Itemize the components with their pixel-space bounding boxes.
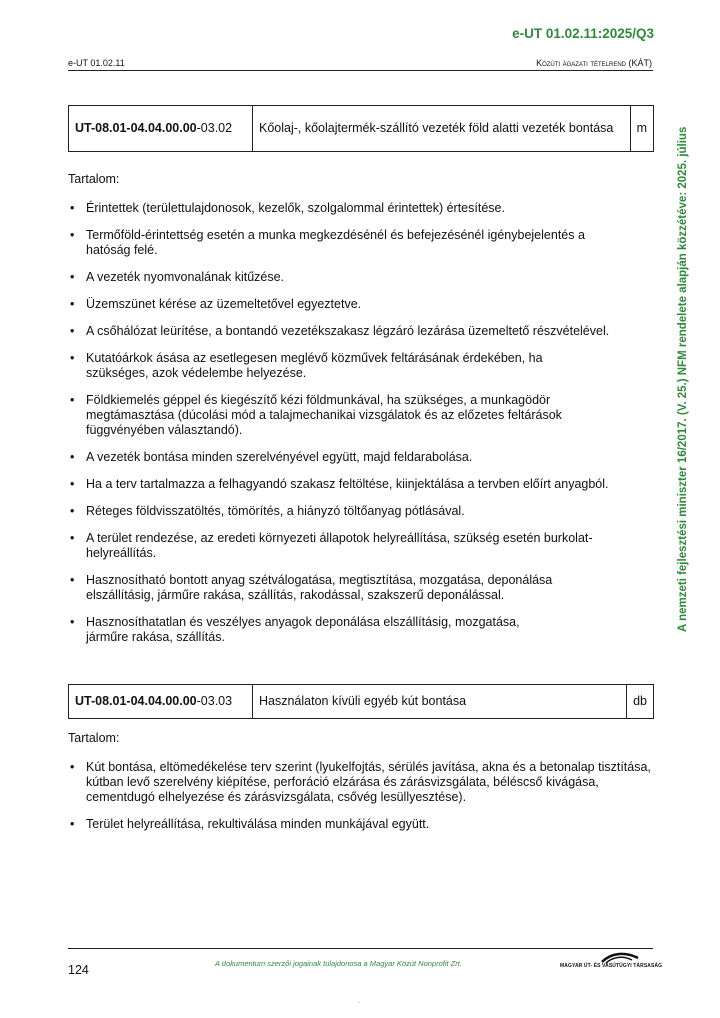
item-description: Használaton kívüli egyéb kút bontása [253,685,627,719]
footer-divider [68,948,653,949]
content-label: Tartalom: [68,731,120,745]
list-item: • A vezeték nyomvonalának kitűzése. [68,270,658,285]
item-unit: m [630,106,653,152]
list-item: • Ha a terv tartalmazza a felhagyandó szakasz feltöltése, kiinjektálása a tervben előírt anyagból. [68,477,658,492]
page-number: 124 [68,963,89,977]
list-item: • Réteges földvisszatöltés, tömörítés, a hiányzó töltőanyag pótlásával. [68,504,658,519]
side-publication-note: A nemzeti fejlesztési miniszter 16/2017. (V. 25.) NFM rendelete alapján közzétéve: 2025. július [677,126,689,632]
list-item: • Hasznosítható bontott anyag szétválogatása, megtisztítása, mozgatása, deponálása elszállításig, járműre rakása, szállítás, rakodással, szakszerű deponálással. [68,573,658,603]
list-item: • Terület helyreállítása, rekultiválása minden munkájával együtt. [68,817,658,832]
item-code-suffix: -03.03 [196,694,233,708]
content-label: Tartalom: [68,172,120,186]
header-left-label: e-UT 01.02.11 [68,58,125,68]
item-code [69,685,253,719]
item-content-2 [68,731,658,844]
item-content-1 [68,172,658,657]
content-list [68,760,658,832]
item-code-main: UT-08.01-04.04.00.00 [75,121,197,135]
list-item: • Kutatóárkok ásása az esetlegesen meglévő közművek feltárásának érdekében, ha szükséges, azok védelembe helyezése. [68,351,658,381]
list-item: • Földkiemelés géppel és kiegészítő kézi földmunkával, ha szükséges, a munkagödör megtámasztása (dúcolási mód a talajmechanikai vizsgálatok és az előzetes feltárások függvényében választandó). [68,393,658,438]
document-id: e-UT 01.02.11:2025/Q3 [512,26,654,41]
item-code [69,106,253,152]
list-item: • A csőhálózat leürítése, a bontandó vezetékszakasz légzáró lezárása üzemeltető részvételével. [68,324,658,339]
list-item: • Termőföld-érintettség esetén a munka megkezdésénél és befejezésénél igénybejelentés a hatóság felé. [68,228,658,258]
header-divider [68,70,653,71]
list-item: • Üzemszünet kérése az üzemeltetővel egyeztetve. [68,297,658,312]
item-unit: db [627,685,654,719]
header-right-label: Közúti ágazati tételrend (KÁT) [536,58,652,68]
list-item: • Érintettek (területtulajdonosok, kezelők, szolgalommal érintettek) értesítése. [68,201,658,216]
page-dot: . [358,996,361,1005]
item-code-main: UT-08.01-04.04.00.00 [75,694,197,708]
copyright-note: A dokumentum szerzői jogainak tulajdonosa a Magyar Közút Nonprofit Zrt. [215,959,462,968]
list-item: • A terület rendezése, az eredeti környezeti állapotok helyreállítása, szükség esetén burkolat-helyreállítás. [68,531,658,561]
list-item: • Kút bontása, eltömedékelése terv szerint (lyukelfojtás, sérülés javítása, akna és a betonalap tisztítása, kútban levő szerelvény kiépítése, perforáció elzárása és zárásvizsgálata, béléscső kivágása, cementdugó elhelyezése és zárásvizsgálata, csővég lesüllyesztése). [68,760,658,805]
item-table-2 [68,684,654,719]
item-code-suffix: -03.02 [196,121,233,135]
item-description: Kőolaj-, kőolajtermék-szállító vezeték föld alatti vezeték bontása [253,106,631,152]
list-item: • Hasznosíthatatlan és veszélyes anyagok deponálása elszállításig, mozgatása, járműre rakása, szállítás. [68,615,658,645]
list-item: • A vezeték bontása minden szerelvényével együtt, majd feldarabolása. [68,450,658,465]
content-list [68,201,658,645]
item-table-1 [68,105,654,152]
company-logo-text: MAGYAR ÚT- ÉS VASÚTÜGYI TÁRSASÁG [560,963,663,969]
